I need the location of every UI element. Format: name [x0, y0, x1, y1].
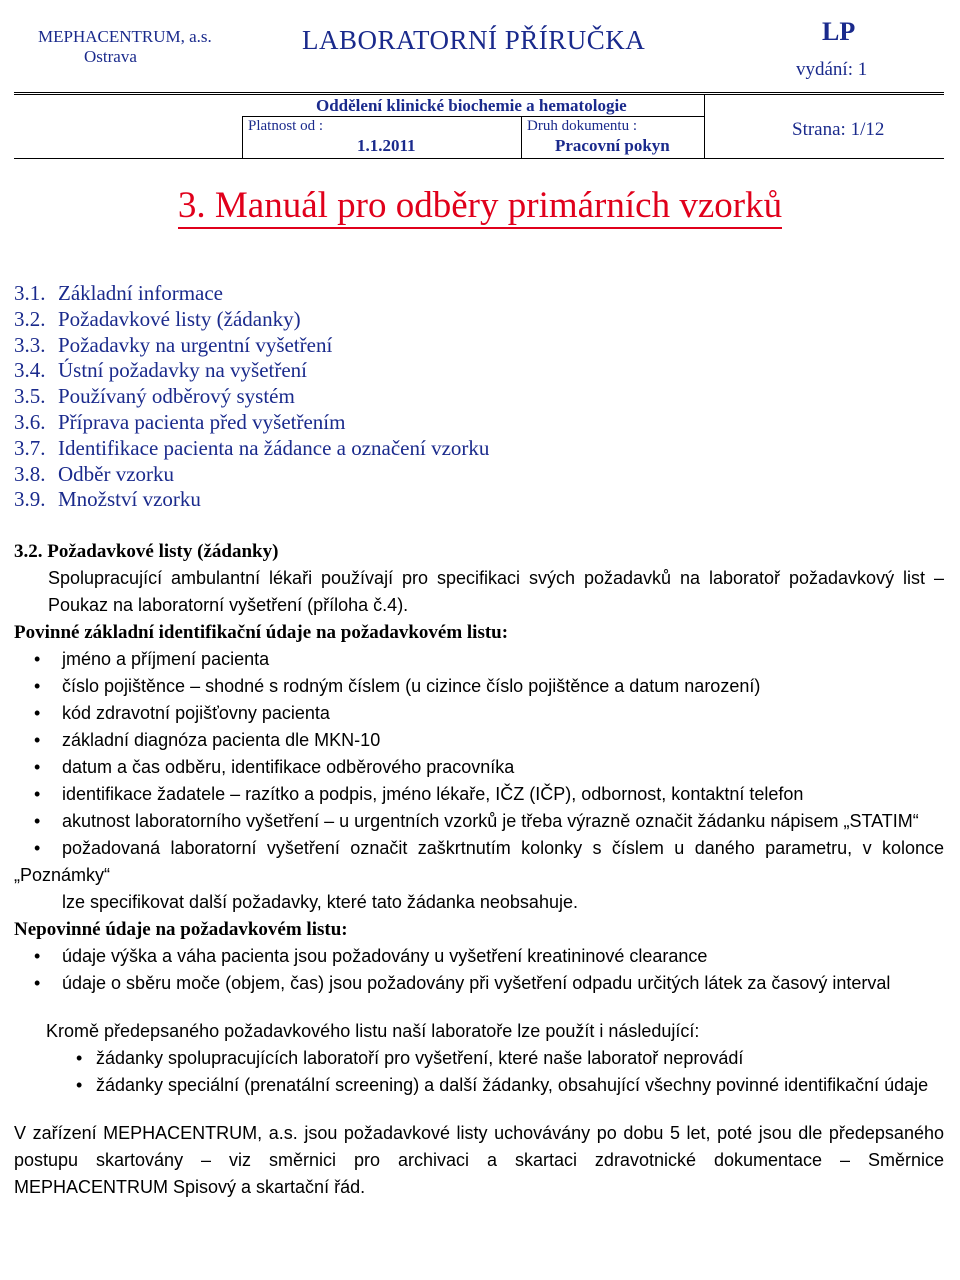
list-item: • údaje výška a váha pacienta jsou požadovány u vyšetření kreatininové clearance [14, 943, 944, 970]
toc-number: 3.2. [14, 306, 46, 331]
toc-item[interactable] [14, 462, 489, 488]
mandatory-heading: Povinné základní identifikační údaje na požadavkovém listu: [14, 622, 509, 643]
edition: vydání: 1 [796, 59, 868, 80]
main-title [0, 184, 960, 227]
list-item: • základní diagnóza pacienta dle MKN-10 [14, 727, 944, 754]
main-title-text: 3. Manuál pro odběry primárních vzorků [178, 185, 782, 229]
toc-label: Základní informace [58, 281, 224, 305]
header-rule-top [14, 92, 944, 93]
toc-item[interactable] [14, 436, 489, 462]
company-name: MEPHACENTRUM, a.s. [38, 27, 212, 46]
list-item: • žádanky speciální (prenatální screening) a další žádanky, obsahující všechny povinné identifikační údaje [14, 1072, 944, 1099]
bullet-icon: • [34, 838, 41, 858]
doc-type-label: Druh dokumentu : [527, 118, 637, 134]
toc-label: Odběr vzorku [58, 461, 175, 486]
toc-item[interactable] [14, 487, 489, 513]
toc-number: 3.8. [14, 461, 46, 486]
toc-label: Ústní požadavky na vyšetření [58, 358, 308, 383]
valid-from-value: 1.1.2011 [357, 136, 416, 155]
toc-label: Požadavkové listy (žádanky) [58, 306, 301, 331]
bullet-icon: • [76, 1075, 83, 1095]
toc-item[interactable] [14, 358, 489, 384]
toc-number: 3.1. [14, 281, 46, 305]
header-rule-bottom [14, 158, 944, 159]
bullet-icon: • [34, 757, 41, 777]
retention-paragraph: V zařízení MEPHACENTRUM, a.s. jsou požadavkové listy uchovávány po dobu 5 let, poté jsou dle předepsaného postupu skartovány – viz směrnici pro archivaci a skartaci zdravotnické dokumentace – Směrnice MEPHACENTRUM Spisový a skartační řád. [14, 1123, 944, 1197]
list-item: • identifikace žadatele – razítko a podpis, jméno lékaře, IČZ (IČP), odbornost, kontaktní telefon [14, 781, 944, 808]
list-item: • akutnost laboratorního vyšetření – u urgentních vzorků je třeba výrazně označit žádanku nápisem „STATIM“ [14, 808, 944, 835]
bullet-icon: • [34, 730, 41, 750]
bullet-icon: • [34, 973, 41, 993]
toc-label: Požadavky na urgentní vyšetření [58, 332, 333, 357]
doc-type-value: Pracovní pokyn [555, 136, 670, 155]
header-divider-left [242, 116, 243, 158]
spacer [14, 997, 944, 1018]
bullet-icon: • [76, 1048, 83, 1068]
table-of-contents [14, 281, 489, 513]
optional-list [14, 943, 944, 997]
list-item: • datum a čas odběru, identifikace odběrového pracovníka [14, 754, 944, 781]
toc-number: 3.4. [14, 358, 46, 383]
department: Oddělení klinické biochemie a hematologie [316, 96, 627, 115]
toc-number: 3.3. [14, 332, 46, 357]
document-code: LP [822, 17, 856, 46]
company-city: Ostrava [84, 47, 137, 66]
toc-label: Identifikace pacienta na žádance a označení vzorku [58, 435, 490, 460]
valid-from-label: Platnost od : [248, 118, 324, 134]
spacer [14, 1099, 944, 1120]
toc-item[interactable] [14, 384, 489, 410]
toc-number: 3.9. [14, 487, 46, 512]
list-item: • číslo pojištěnce – shodné s rodným číslem (u cizince číslo pojištěnce a datum narození) [14, 673, 944, 700]
header-rule-mid [242, 116, 704, 117]
toc-item[interactable] [14, 333, 489, 359]
section-heading: 3.2. Požadavkové listy (žádanky) [14, 541, 279, 562]
header-rule-top-double [14, 94, 944, 95]
list-item: • kód zdravotní pojišťovny pacienta [14, 700, 944, 727]
list-item: • údaje o sběru moče (objem, čas) jsou požadovány při vyšetření odpadu určitých látek za časový interval [14, 970, 944, 997]
bullet-icon: • [34, 811, 41, 831]
toc-item[interactable] [14, 410, 489, 436]
section-body [14, 538, 944, 1201]
bullet-icon: • [34, 649, 41, 669]
header-divider-mid [521, 116, 522, 158]
bullet-icon: • [34, 676, 41, 696]
toc-label: Množství vzorku [58, 487, 201, 512]
mandatory-list [14, 646, 944, 889]
toc-number: 3.7. [14, 435, 46, 460]
toc-number: 3.5. [14, 384, 46, 409]
toc-label: Používaný odběrový systém [58, 384, 295, 409]
page-number: Strana: 1/12 [792, 119, 885, 140]
toc-number: 3.6. [14, 409, 46, 434]
list-item: • žádanky spolupracujících laboratoří pro vyšetření, které naše laboratoř neprovádí [14, 1045, 944, 1072]
toc-label: Příprava pacienta před vyšetřením [58, 409, 346, 434]
toc-item[interactable] [14, 307, 489, 333]
header-divider-right [704, 95, 705, 158]
bullet-icon: • [34, 946, 41, 966]
other-requisitions-list [14, 1045, 944, 1099]
list-item: • jméno a příjmení pacienta [14, 646, 944, 673]
document-header [0, 0, 960, 160]
optional-heading: Nepovinné údaje na požadavkovém listu: [14, 919, 348, 940]
list-item: • požadovaná laboratorní vyšetření označit zaškrtnutím kolonky s číslem u daného parametru, v kolonce „Poznámky“ [14, 835, 944, 889]
toc-item[interactable] [14, 281, 489, 307]
section-intro: Spolupracující ambulantní lékaři používají pro specifikaci svých požadavků na laboratoř požadavkový list – Poukaz na laboratorní vyšetření (příloha č.4). [48, 568, 944, 615]
bullet-icon: • [34, 703, 41, 723]
bullet-icon: • [34, 784, 41, 804]
other-requisitions-intro: Kromě předepsaného požadavkového listu naší laboratoře lze použít i následující: [46, 1021, 700, 1041]
handbook-title: LABORATORNÍ PŘÍRUČKA [302, 25, 646, 55]
mandatory-note: lze specifikovat další požadavky, které tato žádanka neobsahuje. [62, 892, 578, 912]
